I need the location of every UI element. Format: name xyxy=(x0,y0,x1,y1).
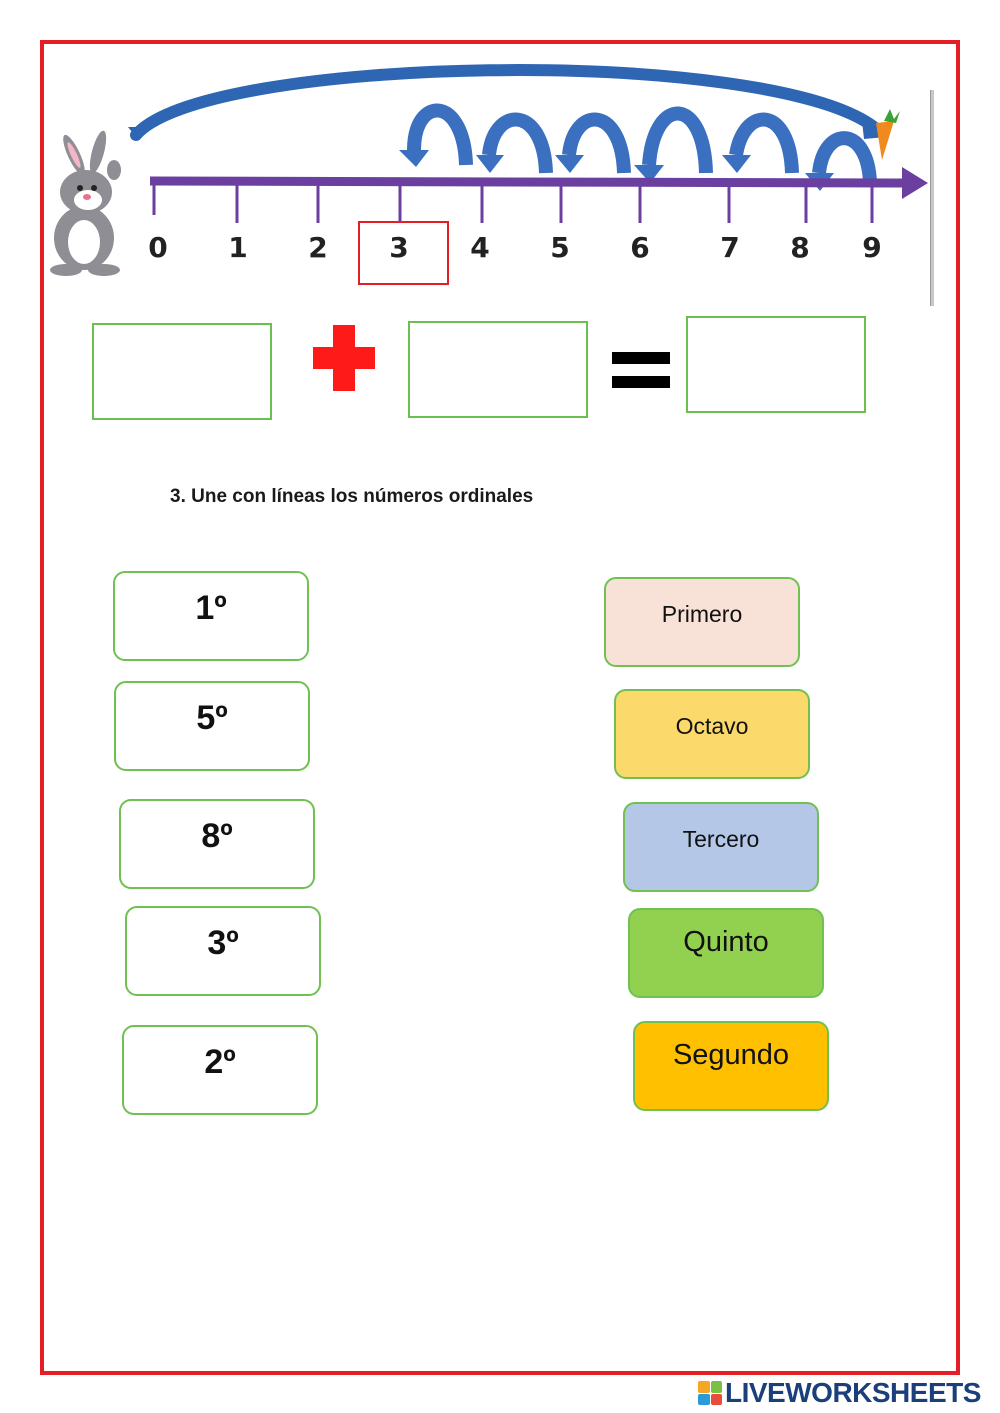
tick-label: 4 xyxy=(470,231,490,264)
word-box-quinto[interactable] xyxy=(628,908,824,998)
ordinal-label: 8º xyxy=(201,817,233,855)
addend-2-input[interactable] xyxy=(408,321,588,418)
ordinal-label: 3º xyxy=(207,924,239,962)
word-box-octavo[interactable] xyxy=(614,689,810,779)
word-label: Primero xyxy=(661,601,743,627)
sum-input[interactable] xyxy=(686,316,866,413)
tick-label: 1 xyxy=(228,231,248,264)
tick-label: 9 xyxy=(862,231,882,264)
addend-1-input[interactable] xyxy=(92,323,272,420)
number-line xyxy=(44,55,934,295)
word-label: Tercero xyxy=(682,826,760,852)
tick-label: 3 xyxy=(389,231,409,264)
ordinal-box-3[interactable] xyxy=(125,906,321,996)
tick-label: 7 xyxy=(720,231,740,264)
word-label: Octavo xyxy=(675,713,749,739)
ordinal-label: 1º xyxy=(195,589,227,627)
tick-label: 8 xyxy=(790,231,810,264)
tick-label: 0 xyxy=(148,231,168,264)
plus-icon xyxy=(313,325,375,391)
word-box-segundo[interactable] xyxy=(633,1021,829,1111)
word-label: Quinto xyxy=(683,926,769,958)
word-label: Segundo xyxy=(672,1039,790,1071)
liveworksheets-logo xyxy=(698,1376,981,1410)
ordinal-box-1[interactable] xyxy=(113,571,309,661)
equals-icon xyxy=(612,350,670,390)
ordinal-box-2[interactable] xyxy=(122,1025,318,1115)
word-box-primero[interactable] xyxy=(604,577,800,667)
tick-label: 2 xyxy=(308,231,328,264)
liveworksheets-icon xyxy=(698,1381,722,1405)
ordinal-box-5[interactable] xyxy=(114,681,310,771)
ordinal-label: 2º xyxy=(204,1043,236,1081)
tick-label: 6 xyxy=(630,231,650,264)
brand-text: LIVEWORKSHEETS xyxy=(725,1377,981,1408)
ordinal-box-8[interactable] xyxy=(119,799,315,889)
word-box-tercero[interactable] xyxy=(623,802,819,892)
bunny-icon xyxy=(50,129,121,276)
ordinal-label: 5º xyxy=(196,699,228,737)
carrot-icon xyxy=(876,109,900,160)
instruction-text: 3. Une con líneas los números ordinales xyxy=(170,486,534,507)
tick-label: 5 xyxy=(550,231,570,264)
